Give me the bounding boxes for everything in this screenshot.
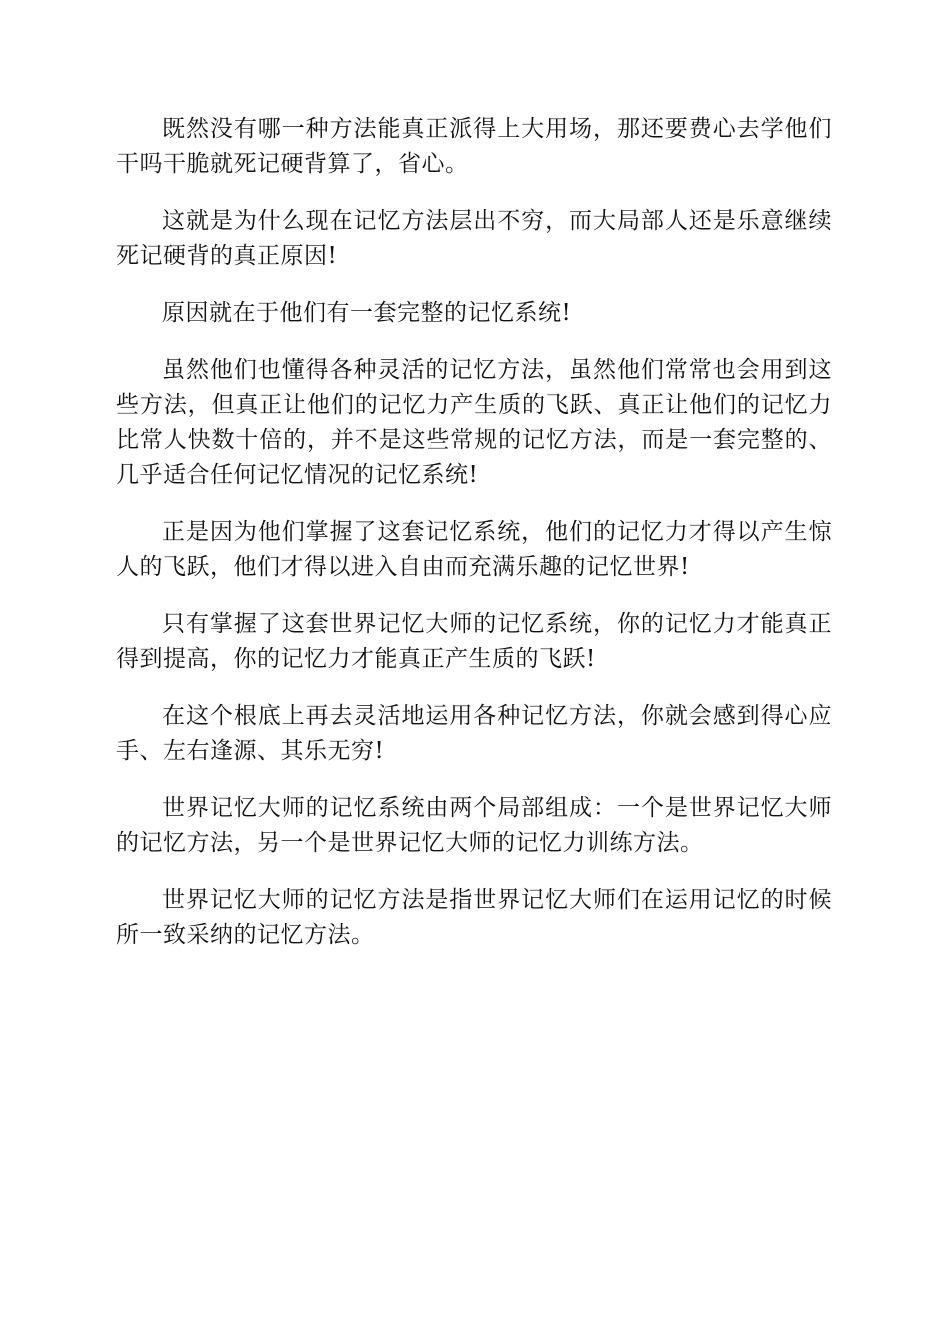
- paragraph-2: 这就是为什么现在记忆方法层出不穷，而大局部人还是乐意继续死记硬背的真正原因!: [116, 208, 832, 269]
- paragraph-3: 原因就在于他们有一套完整的记忆系统!: [162, 300, 572, 326]
- paragraph-1: 既然没有哪一种方法能真正派得上大用场，那还要费心去学他们干吗干脆就死记硬背算了，省心。: [116, 116, 832, 177]
- document-page: [116, 112, 832, 975]
- paragraph-8: 世界记忆大师的记忆系统由两个局部组成：一个是世界记忆大师的记忆方法，另一个是世界记忆大师的记忆力训练方法。: [116, 795, 832, 856]
- paragraph-5: 正是因为他们掌握了这套记忆系统，他们的记忆力才得以产生惊人的飞跃，他们才得以进入自由而充满乐趣的记忆世界!: [116, 519, 832, 580]
- paragraph-6: 只有掌握了这套世界记忆大师的记忆系统，你的记忆力才能真正得到提高，你的记忆力才能真正产生质的飞跃!: [116, 611, 832, 672]
- paragraph-7: 在这个根底上再去灵活地运用各种记忆方法，你就会感到得心应手、左右逢源、其乐无穷!: [116, 703, 832, 764]
- paragraph-4: 虽然他们也懂得各种灵活的记忆方法，虽然他们常常也会用到这些方法，但真正让他们的记忆力产生质的飞跃、真正让他们的记忆力比常人快数十倍的，并不是这些常规的记忆方法，而是一套完整的、几乎适合任何记忆情况的记忆系统!: [116, 357, 832, 488]
- paragraph-9: 世界记忆大师的记忆方法是指世界记忆大师们在运用记忆的时候所一致采纳的记忆方法。: [116, 887, 832, 948]
